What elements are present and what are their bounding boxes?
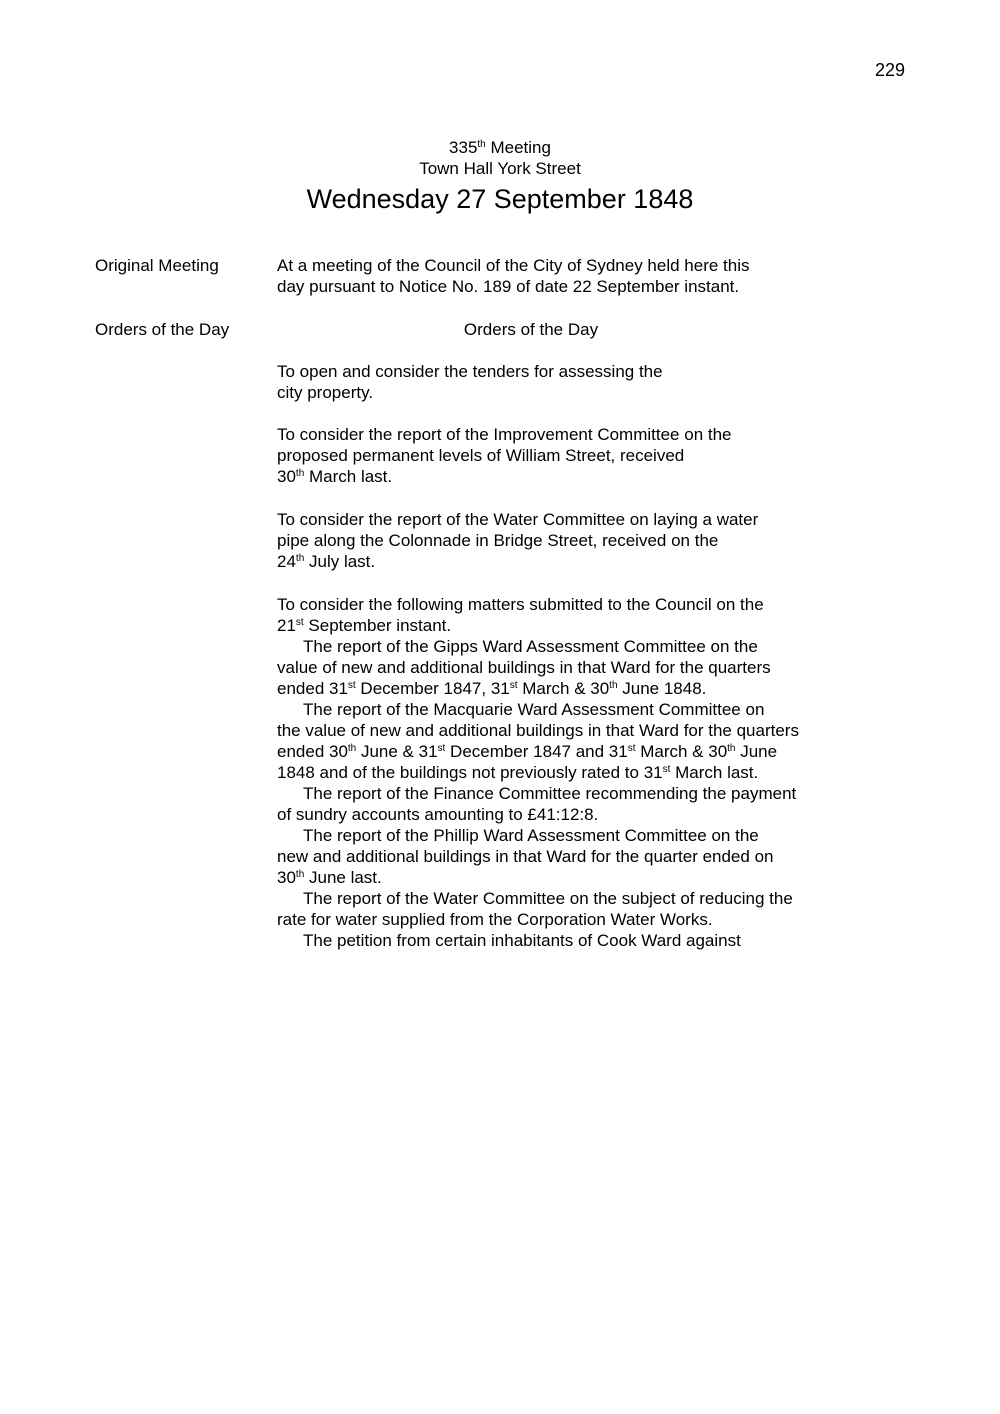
- sub-item-cook-ward-petition: The petition from certain inhabitants of Cook Ward against: [303, 931, 741, 950]
- sub-item-macquarie-ward: The report of the Macquarie Ward Assessment Committee on the value of new and additional buildings in that Ward for the quarters ended 30th June & 31st December 1847 and 31st March & 30th June 1848 and of the buildings not previously rated to 31st March last.: [277, 700, 799, 782]
- margin-note-orders-of-the-day: Orders of the Day: [95, 320, 230, 339]
- meeting-location: Town Hall York Street: [419, 159, 581, 178]
- sub-item-water-committee-rate: The report of the Water Committee on the subject of reducing the rate for water supplied from the Corporation Water Works.: [277, 889, 793, 929]
- sub-item-gipps-ward: The report of the Gipps Ward Assessment Committee on the value of new and additional buildings in that Ward for the quarters ended 31st December 1847, 31st March & 30th June 1848.: [277, 637, 771, 698]
- sub-item-phillip-ward: The report of the Phillip Ward Assessment Committee on the new and additional buildings in that Ward for the quarter ended on 30th June last.: [277, 826, 774, 887]
- meeting-header: [0, 137, 1000, 216]
- orders-heading: Orders of the Day: [463, 320, 599, 339]
- order-item-improvement-committee: To consider the report of the Improvement Committee on the proposed permanent levels of William Street, received 30th March last.: [277, 425, 732, 486]
- order-item-matters-submitted: To consider the following matters submitted to the Council on the 21st September instant. The report of the Gipps Ward Assessment Committee on the value of new and additional buildings in that Ward for the quarters ended 31st December 1847, 31st March & 30th June 1848. The report of the Macquarie Ward Assessment Committee on the value of new and additional buildings in that Ward for the quarters ended 30th June & 31st December 1847 and 31st March & 30th June 1848 and of the buildings not previously rated to 31st March last. The report of the Finance Committee recommending the payment of sundry accounts amounting to £41:12:8. The report of the Phillip Ward Assessment Committee on the new and additional buildings in that Ward for the quarter ended on 30th June last. The report of the Water Committee on the subject of reducing the rate for water supplied from the Corporation Water Works. The petition from certain inhabitants of Cook Ward against: [277, 594, 877, 951]
- page-number: 229: [874, 60, 905, 80]
- order-item-tenders: To open and consider the tenders for assessing the city property.: [277, 362, 663, 402]
- meeting-number: 335th Meeting: [449, 138, 551, 157]
- margin-note-original-meeting: Original Meeting: [95, 256, 219, 275]
- meeting-date-title: Wednesday 27 September 1848: [306, 184, 694, 214]
- sub-item-finance-committee: The report of the Finance Committee recommending the payment of sundry accounts amounting to £41:12:8.: [277, 784, 797, 824]
- intro-paragraph: At a meeting of the Council of the City of Sydney held here this day pursuant to Notice No. 189 of date 22 September instant.: [277, 256, 750, 296]
- order-item-water-committee-pipe: To consider the report of the Water Committee on laying a water pipe along the Colonnade in Bridge Street, received on the 24th July last.: [277, 510, 759, 571]
